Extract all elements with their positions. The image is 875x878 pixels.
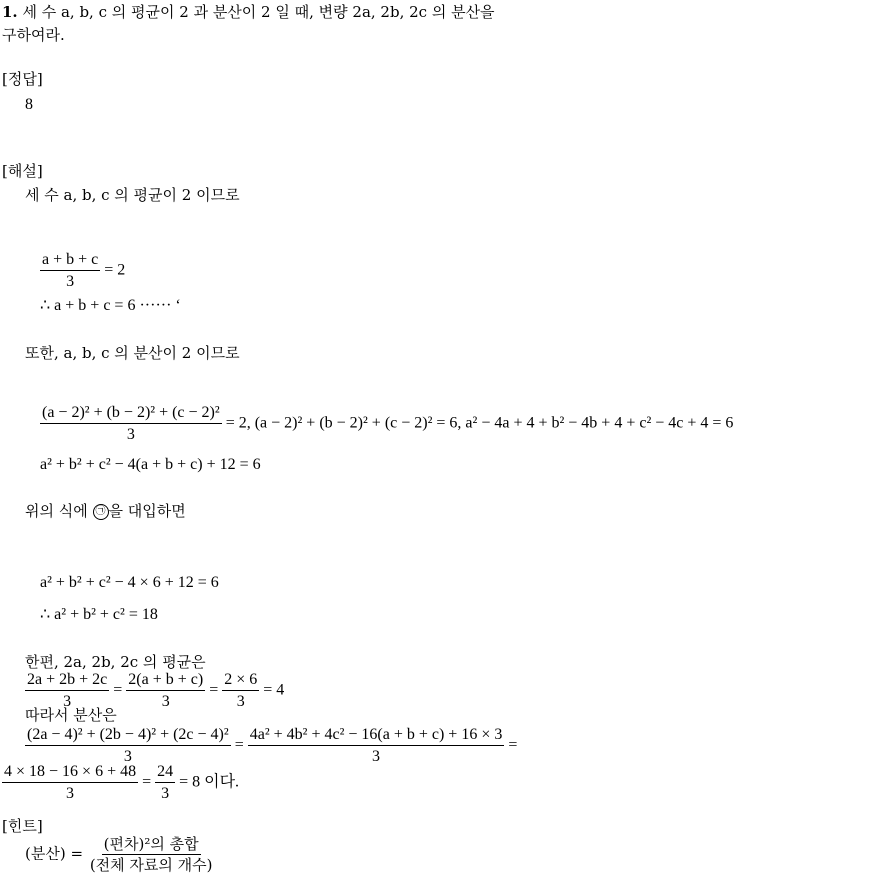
numerator: 24 — [155, 762, 175, 783]
denominator: 3 — [161, 785, 170, 803]
numerator: 2a + 2b + 2c — [25, 670, 109, 691]
fraction — [40, 250, 100, 291]
numerator: (편차)²의 총합 — [103, 835, 199, 853]
fraction — [88, 835, 215, 874]
denominator: 3 — [123, 748, 132, 766]
equation-substituted: a² + b² + c² − 4 × 6 + 12 = 6 — [40, 574, 219, 591]
denominator: (전체 자료의 개수) — [89, 856, 213, 874]
fraction — [155, 762, 175, 803]
equation-rhs: = 2 — [104, 261, 126, 279]
equation-new-variance: $\frac{\text{(2a − 4)² + (2b − 4)² + (2c − 4)²}}{3}$ = $\frac{\text{4a² + 4b² + 4c² − 16(a + b + c) + 16 × 3}}{3}$ = — [27, 726, 518, 766]
answer-label: [정답] — [2, 70, 43, 88]
denominator: 3 — [126, 426, 135, 444]
equation-rhs: = 2, (a − 2)² + (b − 2)² + (c − 2)² = 6, a² − 4a + 4 + b² − 4b + 4 + c² − 4c + 4 = 6 — [225, 414, 734, 432]
solution-label: [해설] — [2, 162, 43, 180]
numerator: 4a² + 4b² + 4c² − 16(a + b + c) + 16 × 3 — [248, 725, 505, 746]
substitute-post: 을 대입하면 — [108, 502, 186, 520]
equation-mean — [40, 250, 125, 291]
hint-lhs: (분산) = — [25, 844, 84, 863]
hint-label: [힌트] — [2, 817, 43, 835]
substitute-text — [25, 502, 186, 520]
numerator: 4 × 18 − 16 × 6 + 48 — [2, 762, 138, 783]
circled-marker: ㉠ — [93, 504, 109, 520]
problem-number: 1. — [2, 3, 18, 21]
denominator: 3 — [236, 693, 245, 711]
denominator: 3 — [66, 785, 75, 803]
numerator: 2 × 6 — [222, 670, 259, 691]
variance-result: = 8 이다. — [179, 773, 240, 791]
equation-square-sum: ∴ a² + b² + c² = 18 — [40, 606, 158, 623]
problem-line-2: 구하여라. — [2, 26, 65, 44]
fraction — [222, 670, 259, 711]
fraction — [40, 403, 222, 444]
variance-intro: 또한, a, b, c 의 분산이 2 이므로 — [25, 344, 240, 362]
denominator: 3 — [161, 693, 170, 711]
fraction — [2, 762, 138, 803]
new-variance-intro: 따라서 분산은 — [25, 706, 117, 724]
mean-result: = 4 — [263, 681, 285, 699]
new-mean-intro: 한편, 2a, 2b, 2c 의 평균은 — [25, 653, 206, 671]
hint-formula — [25, 835, 214, 874]
problem-text: 세 수 a, b, c 의 평균이 2 과 분산이 2 일 때, 변량 2a, 2b, 2c 의 분산을 — [22, 3, 495, 21]
equation-new-mean: $\frac{2a + 2b + 2c}{3}$ = $\frac{2(a + b + c)}{3}$ = $\frac{2 \times 6}{3}$ = 4 — [27, 671, 285, 711]
equation-expanded: a² + b² + c² − 4(a + b + c) + 12 = 6 — [40, 456, 261, 473]
numerator: a + b + c — [40, 250, 100, 271]
denominator: 3 — [66, 273, 75, 291]
fraction — [25, 725, 231, 766]
equation-sum: ∴ a + b + c = 6 ······ ‘ — [40, 297, 181, 314]
denominator: 3 — [372, 748, 381, 766]
equation-new-variance-cont: $\frac{4 \times 18 - 16 \times 6 + 48}{3}$ = $\frac{24}{3}$ = 8 이다. — [4, 763, 240, 803]
substitute-pre: 위의 식에 — [25, 502, 88, 520]
numerator: (2a − 4)² + (2b − 4)² + (2c − 4)² — [25, 725, 231, 746]
numerator: (a − 2)² + (b − 2)² + (c − 2)² — [40, 403, 222, 424]
fraction — [126, 670, 205, 711]
fraction — [248, 725, 505, 766]
equation-variance — [40, 403, 733, 444]
numerator: 2(a + b + c) — [126, 670, 205, 691]
answer-value: 8 — [25, 96, 33, 113]
denominator: 3 — [63, 693, 72, 711]
solution-intro: 세 수 a, b, c 의 평균이 2 이므로 — [25, 186, 240, 204]
problem-line-1 — [2, 3, 495, 21]
